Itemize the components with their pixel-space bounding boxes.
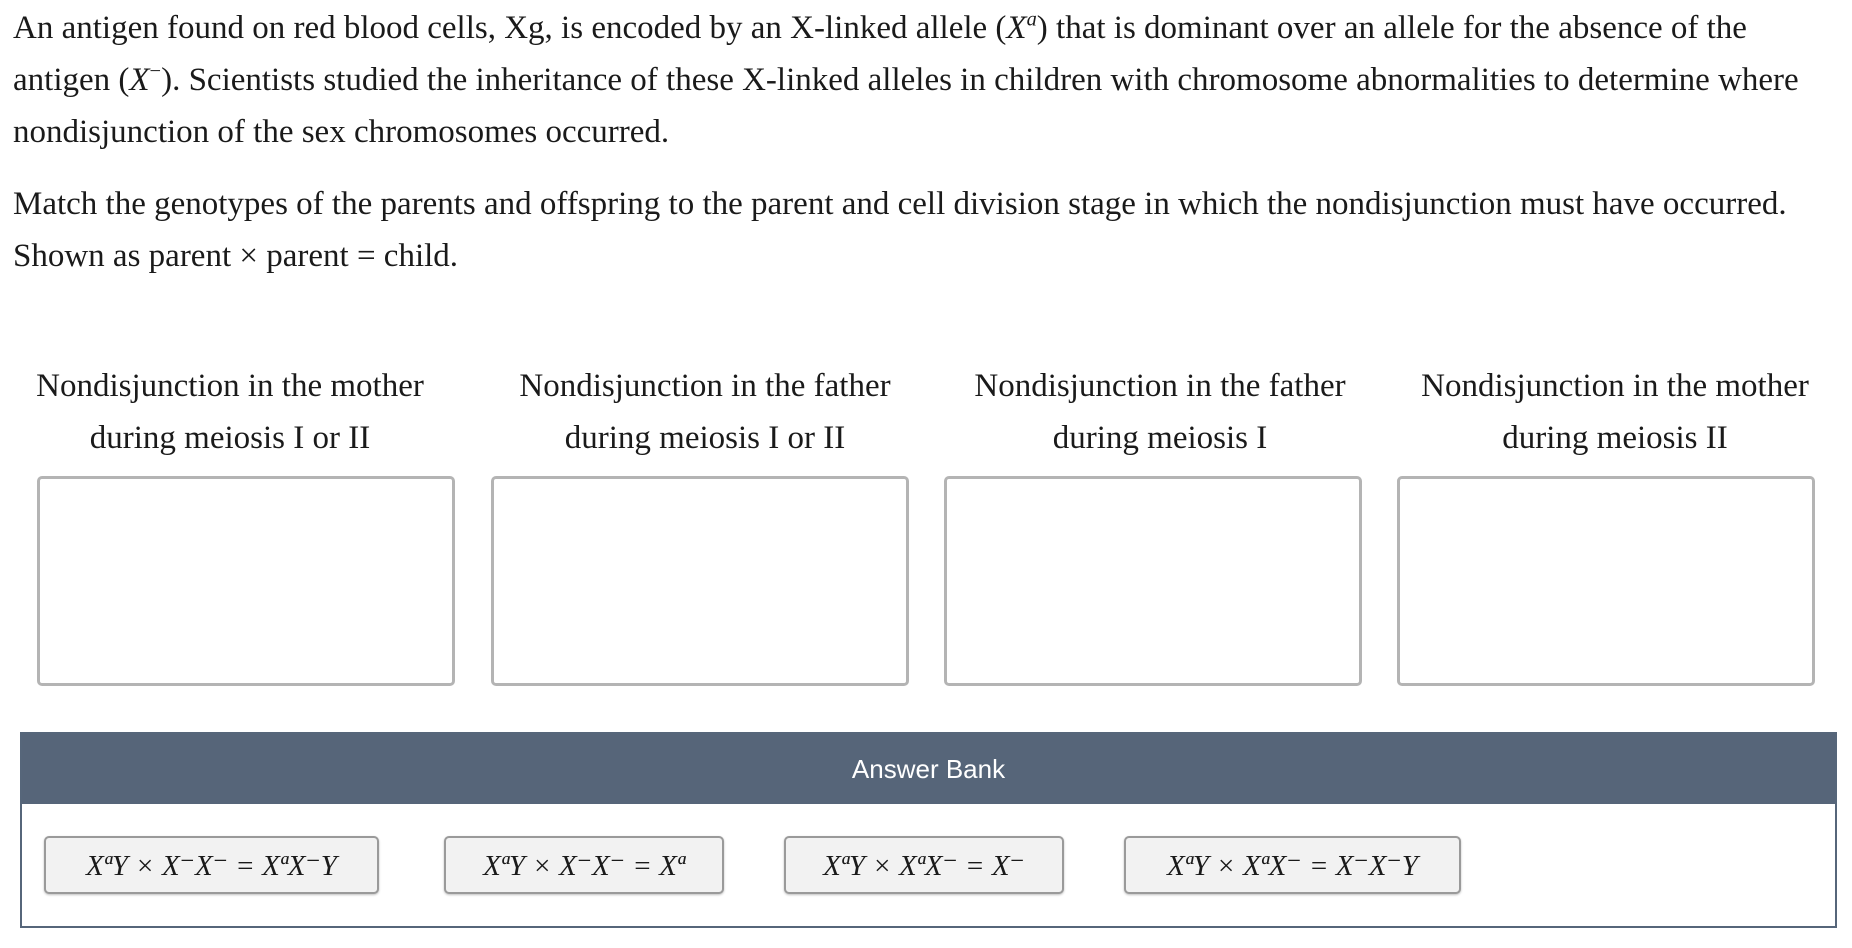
drop-targets [0,360,1852,700]
intro-text-c: ). Scientists studied the inheritance of these X-linked alleles in children with chromosome abnormalities to determine where nondisjunction of the sex chromosomes occurred. [13,62,1799,150]
target-label-line2: during meiosis I or II [564,420,846,456]
answer-bank [20,732,1837,928]
target-label-line1: Nondisjunction in the mother [1421,368,1809,404]
instructions-paragraph: Match the genotypes of the parents and offspring to the parent and cell division stage in which the nondisjunction must have occurred. Shown as parent × parent = child. [13,186,1787,274]
answer-chip-2[interactable] [444,836,724,894]
target-label-line2: during meiosis II [1502,420,1728,456]
answer-chip-4[interactable] [1124,836,1461,894]
target-mother-meiosis-ii [1385,360,1845,464]
target-label-line1: Nondisjunction in the mother [36,368,424,404]
intro-paragraph [13,2,1843,158]
target-label-line1: Nondisjunction in the father [974,368,1346,404]
target-father-meiosis-i [930,360,1390,464]
answer-chip-label: XªY × X⁻X⁻ = XªX⁻Y [86,849,337,882]
answer-bank-title: Answer Bank [22,734,1835,804]
target-label-line1: Nondisjunction in the father [519,368,891,404]
intro-text-a: An antigen found on red blood cells, Xg, is encoded by an X-linked allele ( [13,10,1007,46]
dropzone-father-meiosis-i-or-ii[interactable] [491,476,909,686]
answer-chip-label: XªY × XªX⁻ = X⁻ [823,849,1025,882]
answer-chip-label: XªY × X⁻X⁻ = Xª [483,849,685,882]
dropzone-mother-meiosis-i-or-ii[interactable] [37,476,455,686]
target-label-line2: during meiosis I or II [89,420,371,456]
answer-chip-label: XªY × XªX⁻ = X⁻X⁻Y [1167,849,1418,882]
target-mother-meiosis-i-or-ii [0,360,460,464]
answer-chip-1[interactable] [44,836,379,894]
allele-dominant: $X^a$ [1006,8,1037,46]
intro-text-b: ) that is dominant over an allele for the absence of the antigen ( [13,10,1747,98]
allele-absent: X− [129,60,162,98]
target-father-meiosis-i-or-ii [475,360,935,464]
answer-chip-3[interactable] [784,836,1064,894]
dropzone-mother-meiosis-ii[interactable] [1397,476,1815,686]
dropzone-father-meiosis-i[interactable] [944,476,1362,686]
target-label-line2: during meiosis I [1052,420,1268,456]
